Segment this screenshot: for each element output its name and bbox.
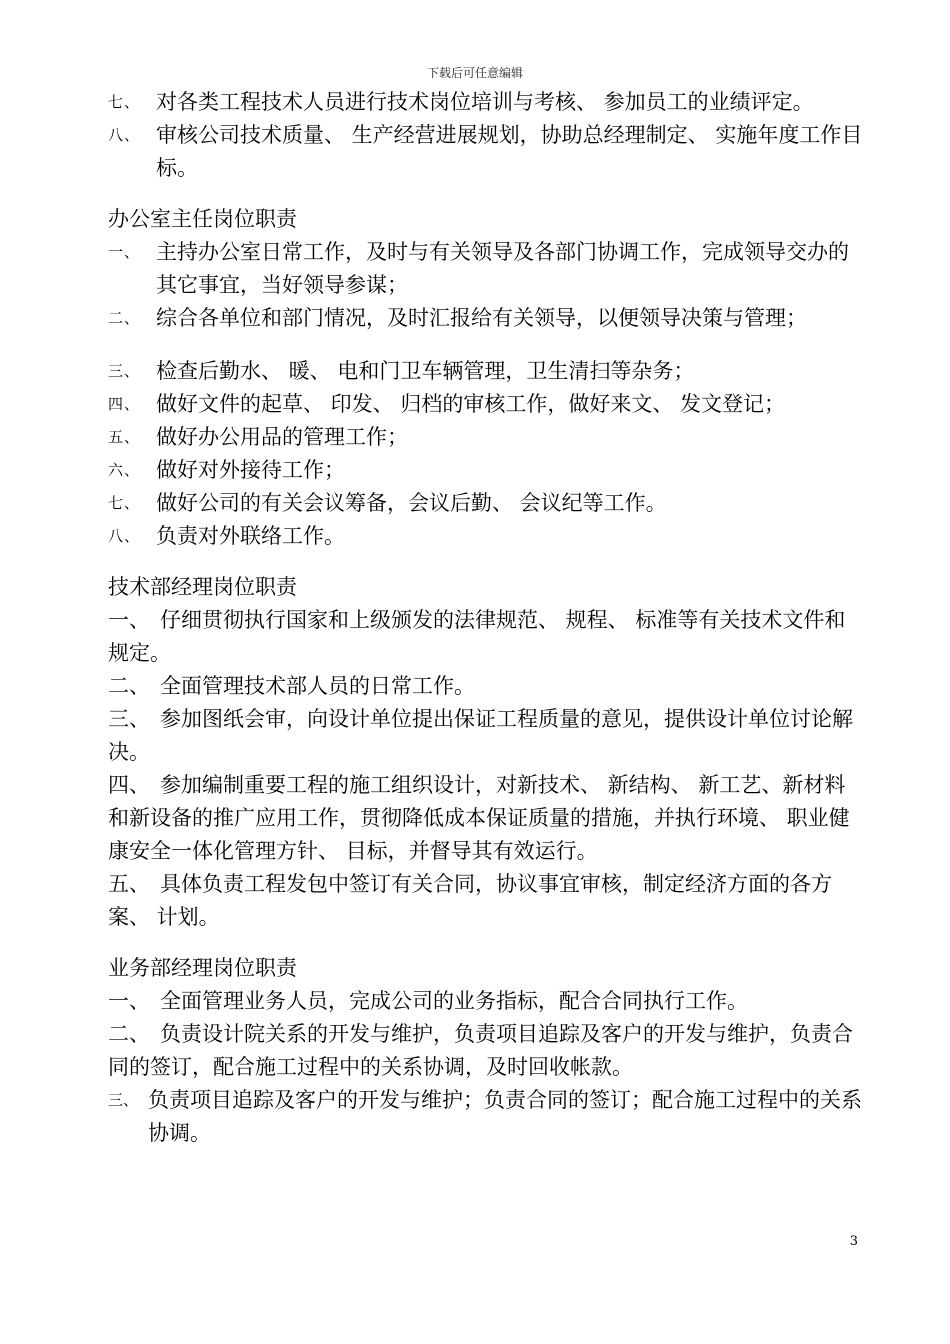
item-number: 七、 — [108, 93, 141, 111]
item-text: 检查后勤水、 暖、 电和门卫车辆管理，卫生清扫等杂务； — [156, 359, 695, 383]
paragraph-number: 五、 — [108, 872, 150, 896]
paragraph-text: 参加图纸会审，向设计单位提出保证工程质量的意见，提供设计单位讨论解决。 — [108, 707, 853, 764]
paragraph-number: 二、 — [108, 674, 150, 698]
section-title-office: 办公室主任岗位职责 — [108, 207, 297, 231]
paragraph-number: 三、 — [108, 707, 150, 731]
item-number: 三、 — [108, 362, 141, 380]
item-text: 做好文件的起草、 印发、 归档的审核工作，做好来文、 发文登记； — [156, 392, 786, 416]
section-title-tech: 技术部经理岗位职责 — [108, 575, 297, 599]
item-number: 八、 — [108, 126, 141, 144]
paragraph-text: 全面管理技术部人员的日常工作。 — [160, 674, 475, 698]
paragraph — [108, 703, 863, 769]
item-text: 负责对外联络工作。 — [156, 524, 345, 548]
spacer — [108, 335, 863, 355]
item-number: 三、 — [108, 1091, 139, 1109]
section-title-business: 业务部经理岗位职责 — [108, 956, 297, 980]
paragraph-number: 一、 — [108, 608, 150, 632]
list-item — [108, 520, 863, 553]
item-text: 综合各单位和部门情况，及时汇报给有关领导，以便领导决策与管理； — [156, 306, 807, 330]
paragraph — [108, 1018, 863, 1084]
item-number: 八、 — [108, 527, 141, 545]
paragraph-text: 仔细贯彻执行国家和上级颁发的法律规范、 规程、 标准等有关技术文件和规定。 — [108, 608, 846, 665]
item-text: 做好公司的有关会议筹备，会议后勤、 会议纪等工作。 — [156, 491, 667, 515]
paragraph-text: 负责设计院关系的开发与维护，负责项目追踪及客户的开发与维护，负责合同的签订，配合施工过程中的关系协调，及时回收帐款。 — [108, 1022, 853, 1079]
list-item — [108, 119, 863, 185]
paragraph — [108, 670, 863, 703]
paragraph-number: 二、 — [108, 1022, 150, 1046]
document-body — [108, 86, 863, 1150]
list-item — [108, 355, 863, 388]
page-header: 下载后可任意编辑 — [426, 66, 523, 80]
list-item — [108, 86, 863, 119]
item-text: 审核公司技术质量、 生产经营进展规划，协助总经理制定、 实施年度工作目标。 — [156, 123, 863, 180]
item-number: 五、 — [108, 428, 141, 446]
paragraph — [108, 985, 863, 1018]
list-item — [108, 388, 863, 421]
item-number: 六、 — [108, 461, 141, 479]
paragraph — [108, 769, 863, 868]
item-text: 做好办公用品的管理工作； — [156, 425, 408, 449]
paragraph — [108, 604, 863, 670]
list-item — [108, 487, 863, 520]
item-number: 七、 — [108, 494, 141, 512]
item-text: 做好对外接待工作； — [156, 458, 345, 482]
item-text: 主持办公室日常工作，及时与有关领导及各部门协调工作，完成领导交办的其它事宜，当好领导参谋； — [156, 240, 849, 297]
item-number: 四、 — [108, 395, 141, 413]
item-number: 一、 — [108, 243, 141, 261]
paragraph — [108, 868, 863, 934]
list-item — [108, 454, 863, 487]
paragraph-text: 参加编制重要工程的施工组织设计，对新技术、 新结构、 新工艺、新材料和新设备的推广应用工作，贯彻降低成本保证质量的措施，并执行环境、 职业健康安全一体化管理方针、 目标，并督导其有效运行。 — [108, 773, 850, 863]
list-item — [108, 236, 863, 302]
paragraph-text: 具体负责工程发包中签订有关合同，协议事宜审核，制定经济方面的各方案、 计划。 — [108, 872, 832, 929]
page-number: 3 — [849, 1234, 858, 1249]
item-text: 负责项目追踪及客户的开发与维护；负责合同的签订；配合施工过程中的关系协调。 — [148, 1088, 862, 1145]
item-text: 对各类工程技术人员进行技术岗位培训与考核、 参加员工的业绩评定。 — [156, 90, 814, 114]
paragraph-number: 一、 — [108, 989, 150, 1013]
paragraph-number: 四、 — [108, 773, 150, 797]
item-number: 二、 — [108, 309, 141, 327]
list-item — [108, 302, 863, 335]
list-item — [108, 421, 863, 454]
list-item — [108, 1084, 863, 1150]
paragraph-text: 全面管理业务人员，完成公司的业务指标，配合合同执行工作。 — [160, 989, 748, 1013]
